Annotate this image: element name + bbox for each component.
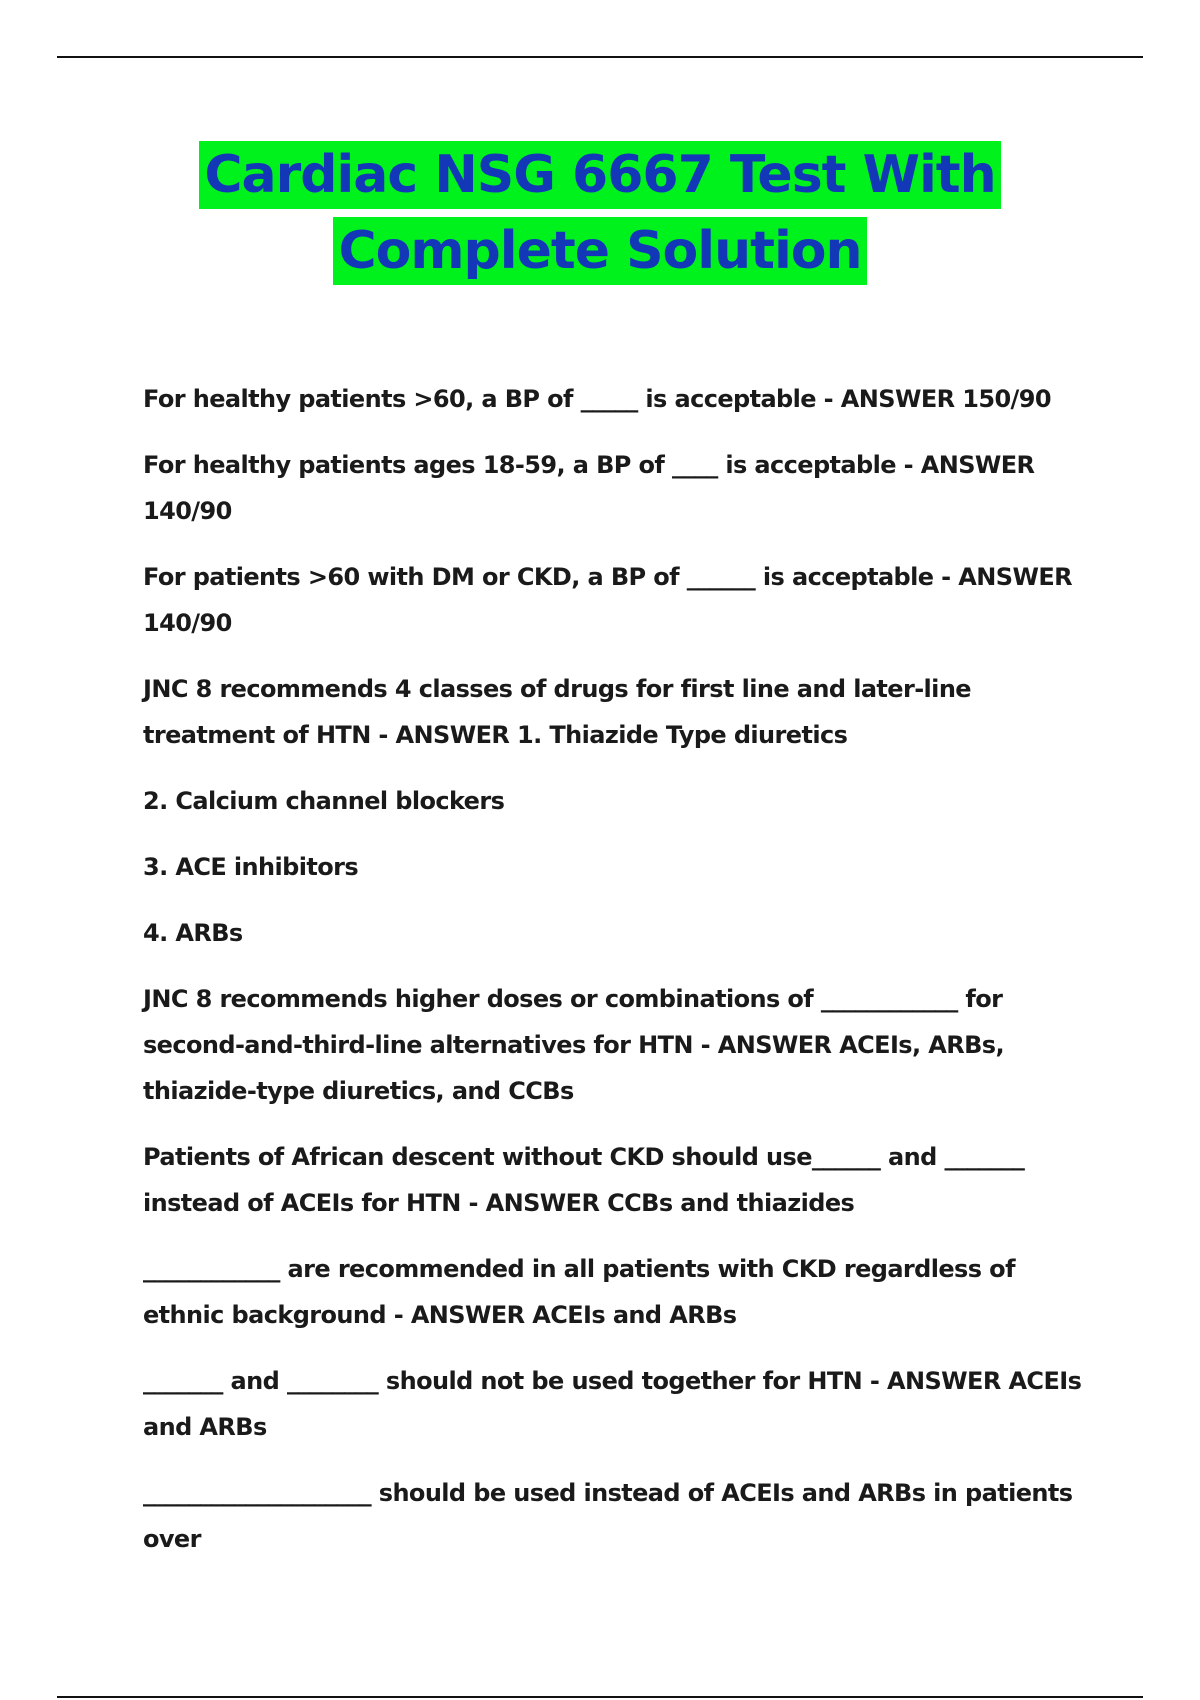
title-line-1: Cardiac NSG 6667 Test With — [199, 141, 1000, 209]
title-line-2: Complete Solution — [333, 217, 866, 285]
qa-item: 4. ARBs — [143, 919, 243, 947]
document-title — [0, 141, 1200, 285]
qa-item: 3. ACE inhibitors — [143, 853, 359, 881]
qa-item: JNC 8 recommends higher doses or combinations of ____________ for second-and-third-line alternatives for HTN - ANSWER ACEIs, ARBs, thiazide-type diuretics, and CCBs — [143, 985, 1012, 1105]
qa-item: For healthy patients >60, a BP of _____ is acceptable - ANSWER 150/90 — [143, 385, 1051, 413]
qa-item: ____________________ should be used instead of ACEIs and ARBs in patients over — [143, 1479, 1081, 1553]
bottom-divider — [57, 1696, 1143, 1698]
qa-item: For patients >60 with DM or CKD, a BP of ______ is acceptable - ANSWER 140/90 — [143, 563, 1080, 637]
question-list — [143, 376, 1103, 1582]
top-divider — [57, 56, 1143, 58]
qa-item: Patients of African descent without CKD should use______ and _______ instead of ACEIs for HTN - ANSWER CCBs and thiazides — [143, 1143, 1033, 1217]
qa-item: JNC 8 recommends 4 classes of drugs for first line and later-line treatment of HTN - ANSWER 1. Thiazide Type diuretics — [143, 675, 979, 749]
qa-item: _______ and ________ should not be used together for HTN - ANSWER ACEIs and ARBs — [143, 1367, 1090, 1441]
qa-item: ____________ are recommended in all patients with CKD regardless of ethnic background - ANSWER ACEIs and ARBs — [143, 1255, 1023, 1329]
qa-item: 2. Calcium channel blockers — [143, 787, 505, 815]
qa-item: For healthy patients ages 18-59, a BP of ____ is acceptable - ANSWER 140/90 — [143, 451, 1043, 525]
